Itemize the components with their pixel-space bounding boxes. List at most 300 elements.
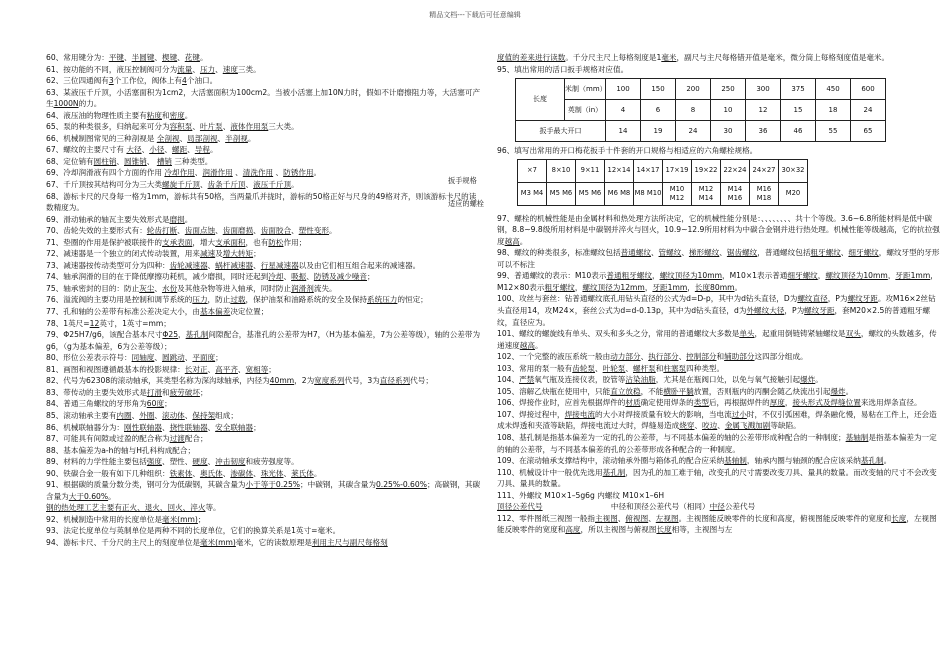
text-segment: 72、减速器是一个独立的闭式传动装置，用来 bbox=[46, 249, 200, 259]
text-segment: ， bbox=[651, 271, 660, 281]
text-segment: 82、代号为62308的滚动轴承，其类型名称为深沟球轴承，内径为 bbox=[46, 376, 270, 386]
text-segment: ，保护油泵和油路系统的安全及保持 bbox=[245, 295, 368, 305]
text-segment: 108、基孔制是指基本偏差为一定的孔的公差带，与不同基本偏差的轴的公差带形成种配合的一种制度； bbox=[497, 433, 846, 443]
text-segment: 78、1英尺= bbox=[46, 318, 90, 328]
text-segment: 、 bbox=[215, 64, 223, 74]
answer-underlined: 辅助部分 bbox=[724, 352, 755, 362]
text-line bbox=[46, 179, 482, 191]
bolt-row-label: 适应的螺栓 bbox=[448, 198, 484, 208]
imperial-label: 英制（in） bbox=[565, 100, 606, 121]
answer-underlined: 粗牙螺纹 bbox=[544, 282, 575, 292]
answer-underlined: 螺纹顶径为10mm bbox=[659, 271, 723, 281]
answer-underlined: 严禁 bbox=[519, 375, 535, 385]
opening-cell: 65 bbox=[851, 121, 886, 142]
spanner-size-cell: 24×27 bbox=[750, 159, 779, 182]
text-line bbox=[46, 525, 482, 537]
text-segment: 和疲劳强度等。 bbox=[245, 457, 299, 467]
text-segment: 104、 bbox=[497, 375, 520, 385]
bolt-size-cell: M20 bbox=[779, 182, 808, 205]
opening-cell: 55 bbox=[816, 121, 851, 142]
metric-cell: 100 bbox=[606, 79, 641, 100]
text-segment: 。 bbox=[519, 236, 528, 246]
text-segment: ，螺纹的头数越多，传递速度 bbox=[497, 329, 937, 350]
answer-underlined: 毫米 bbox=[661, 53, 677, 62]
bolt-size-cell: M16 M18 bbox=[750, 182, 779, 205]
metric-cell: 300 bbox=[746, 79, 781, 100]
answer-underlined: 梯形螺纹 bbox=[688, 248, 720, 258]
spanner-size-cell: 9×11 bbox=[576, 159, 605, 182]
text-segment: 、 bbox=[617, 513, 626, 523]
text-segment: ，左视图能反映零件的宽度和 bbox=[497, 513, 937, 535]
answer-underlined: 牙距1mm bbox=[895, 271, 931, 281]
text-segment: 毫米，它的读数原理是 bbox=[235, 537, 312, 547]
text-line bbox=[46, 537, 482, 549]
answer-underlined: 过小 bbox=[731, 409, 747, 419]
text-line bbox=[46, 283, 482, 295]
answer-underlined: 平面度 bbox=[192, 353, 216, 363]
answer-underlined: 容积泵 bbox=[169, 122, 193, 132]
text-segment: 、 bbox=[192, 468, 200, 478]
answer-underlined: 清洗作用 bbox=[242, 168, 274, 178]
answer-underlined: 0.25%-0.60% bbox=[375, 480, 427, 490]
text-segment: 公差代号 bbox=[724, 502, 756, 512]
text-segment: 英寸，1英寸=mm； bbox=[99, 318, 171, 328]
text-segment: ，不能 bbox=[640, 386, 664, 396]
answer-underlined: 半剖视 bbox=[225, 133, 248, 143]
text-segment: 101、螺纹的螺旋线有单头、双头和多头之分，常用的普通螺纹大多数是 bbox=[497, 329, 740, 339]
bolt-size-cell: M5 M6 bbox=[576, 182, 605, 205]
text-line bbox=[46, 306, 482, 318]
answer-underlined: 轮齿打断 bbox=[146, 226, 178, 236]
answer-underlined: 基孔制 bbox=[185, 330, 209, 340]
text-segment: ； bbox=[367, 272, 375, 282]
answer-underlined: 冷却 bbox=[268, 272, 284, 282]
text-segment: 、 bbox=[154, 353, 162, 363]
text-segment: 103、常用的泵一般有 bbox=[497, 363, 573, 373]
answer-underlined: 动力部分 bbox=[610, 352, 641, 362]
text-segment: 、 bbox=[215, 226, 223, 236]
text-segment: 66、机械制图常见的三种剖视是 bbox=[46, 133, 157, 143]
bolt-size-cell: M10 M12 bbox=[663, 182, 692, 205]
bolt-size-cell: M5 M6 bbox=[547, 182, 576, 205]
text-segment: 的力。 bbox=[78, 99, 102, 109]
answer-underlined: 过载 bbox=[230, 295, 246, 305]
opening-cell: 36 bbox=[746, 121, 781, 142]
text-line bbox=[46, 225, 482, 237]
text-segment: ， bbox=[817, 271, 826, 281]
text-segment: 、 bbox=[678, 352, 687, 362]
text-line bbox=[46, 52, 482, 64]
text-segment: 、 bbox=[306, 272, 314, 282]
text-segment: 放置，否则瓶内的丙酮会随乙炔流出引起 bbox=[693, 386, 831, 396]
answer-underlined: 直立放稳 bbox=[610, 386, 641, 396]
answer-underlined: 小径 bbox=[149, 145, 165, 155]
text-segment: 、 bbox=[625, 363, 633, 373]
answer-underlined: 越高 bbox=[519, 340, 535, 350]
text-segment: 63、某液压千斤顶，小活塞面积为1cm2，大活塞面积为100cm2。当被小活塞上加10N力时，假如不计磨擦阻力等，大活塞可产生 bbox=[46, 87, 481, 109]
text-segment: 71、垫圈的作用是保护被联接件的 bbox=[46, 237, 162, 247]
text-segment: 时，不仅引弧困难，焊条融化慢，易粘在工件上，还会造成未焊透和夹渣等缺陷，焊接电流过大时，焊缝易造成 bbox=[497, 409, 937, 431]
text-segment: 和 bbox=[161, 387, 170, 397]
answer-underlined: 塑性变形 bbox=[298, 226, 330, 236]
answer-underlined: 螺纹牙距 bbox=[804, 306, 835, 316]
text-segment: 60、常用键分为： bbox=[46, 53, 109, 62]
text-line bbox=[46, 75, 482, 87]
answer-underlined: 冷却作用 bbox=[164, 168, 195, 178]
text-segment: 、 bbox=[207, 364, 216, 374]
text-line bbox=[46, 364, 482, 376]
text-segment: 95、填出常用的活口扳手规格对应值。 bbox=[497, 64, 629, 74]
answer-underlined: 咬边 bbox=[702, 421, 718, 431]
text-segment: ，轴承内圈与轴颈的配合应该采纳 bbox=[746, 456, 861, 466]
text-line bbox=[497, 374, 942, 386]
text-line bbox=[46, 445, 482, 457]
imperial-cell: 10 bbox=[711, 100, 746, 121]
text-segment: 。 bbox=[184, 110, 193, 120]
text-segment: 、 bbox=[640, 352, 649, 362]
opening-cell: 24 bbox=[676, 121, 711, 142]
text-segment: 。 bbox=[534, 340, 543, 350]
text-segment: 。 bbox=[815, 375, 823, 385]
answer-underlined: 沾染油脂 bbox=[625, 375, 656, 385]
text-segment: 102、一个完整的液压系统一般由 bbox=[497, 352, 611, 362]
answer-underlined: 刚性联轴器 bbox=[124, 422, 162, 432]
text-segment: 。 bbox=[184, 214, 193, 224]
spanner-size-cell: 30×32 bbox=[779, 159, 808, 182]
text-segment: 107、焊接过程中， bbox=[497, 409, 565, 419]
text-segment: 93、法定长度单位与英制单位是两种不同的长度单位，它们的换算关系是1英寸=毫米。 bbox=[46, 526, 341, 536]
text-segment: 、 bbox=[192, 64, 200, 74]
answer-underlined: 速度 bbox=[222, 64, 238, 74]
text-line bbox=[497, 467, 942, 490]
text-line bbox=[46, 214, 482, 226]
text-segment: 间隙配合，基准孔的公差带为H7，（H为基本偏差，7为公差等级），轴的公差带为g6，（g为基本偏差，6为公差等级）； bbox=[46, 330, 481, 351]
text-segment: ，防止 bbox=[207, 295, 231, 305]
metric-cell: 150 bbox=[641, 79, 676, 100]
text-segment: 决定位置； bbox=[230, 307, 269, 317]
text-segment: 配合； bbox=[184, 434, 208, 444]
answer-underlined: 齿面胶合 bbox=[260, 226, 292, 236]
answer-underlined: 渗碳体 bbox=[230, 468, 254, 478]
text-line bbox=[46, 260, 482, 272]
text-line bbox=[497, 363, 942, 375]
text-segment: 89、材料的力学性能主要包括 bbox=[46, 457, 147, 467]
answer-underlined: 圆柱销 bbox=[93, 156, 117, 166]
bolt-size-cell: M14 M16 bbox=[721, 182, 750, 205]
text-segment: 、 bbox=[253, 226, 261, 236]
answer-underlined: 40mm bbox=[269, 376, 295, 386]
text-segment: 、 bbox=[131, 410, 140, 420]
text-segment: 86、机械联轴器分为： bbox=[46, 422, 125, 432]
answer-underlined: 60度 bbox=[146, 399, 165, 409]
text-segment: ；中碳钢，其碳含量为 bbox=[300, 480, 376, 490]
text-line bbox=[46, 248, 482, 260]
answer-underlined: 爆炸 bbox=[830, 386, 846, 396]
text-segment: 确定使用焊条的 bbox=[640, 398, 694, 408]
text-segment: 76、溢流阀的主要功用是控制和调节系统的 bbox=[46, 295, 193, 305]
text-segment: 94、游标卡尺、千分尺的主尺上的刻度单位是 bbox=[46, 537, 200, 547]
answer-underlined: 过渡 bbox=[169, 434, 185, 444]
text-segment: 70、齿轮失效的主要形式有： bbox=[46, 226, 147, 236]
answer-underlined: 普通螺纹 bbox=[620, 248, 651, 258]
answer-underlined: 双头 bbox=[845, 329, 861, 339]
answer-underlined: 莱氏体 bbox=[291, 468, 314, 478]
bolt-size-cell: M8 M10 bbox=[634, 182, 663, 205]
answer-underlined: 利用主尺与副尺每格刻 bbox=[311, 537, 388, 547]
answer-underlined: 内圈 bbox=[116, 410, 132, 420]
text-segment: ， bbox=[574, 282, 583, 292]
text-segment: 、 bbox=[222, 122, 231, 132]
answer-underlined: 保持架 bbox=[192, 410, 216, 420]
text-line bbox=[46, 318, 482, 330]
answer-underlined: 接头形式及焊缝位置 bbox=[792, 398, 861, 408]
text-segment: 、 bbox=[291, 226, 299, 236]
text-line bbox=[46, 87, 482, 110]
answer-underlined: 直径系列 bbox=[379, 376, 411, 386]
answer-underlined: 支承表面 bbox=[161, 237, 193, 247]
answer-underlined: 防锈作用 bbox=[283, 168, 314, 178]
text-segment: 中径和顶径公差代号（相同） bbox=[542, 502, 710, 512]
text-line bbox=[46, 133, 482, 145]
answer-underlined: 管螺纹 bbox=[658, 248, 682, 258]
answer-underlined: 柱塞泵 bbox=[663, 363, 687, 373]
answer-underlined: 类型 bbox=[693, 398, 709, 408]
text-segment: 、 bbox=[283, 468, 292, 478]
answer-underlined: 水份 bbox=[161, 283, 178, 293]
text-segment: 88、基本偏差为a-h的轴与H孔科构成配合； bbox=[46, 445, 196, 455]
answer-underlined: 槽销 bbox=[156, 156, 172, 166]
text-segment: ，M12×80表示 bbox=[497, 271, 938, 292]
text-segment: 、 bbox=[648, 513, 656, 523]
text-segment: 。 bbox=[734, 282, 743, 292]
imperial-cell: 8 bbox=[676, 100, 711, 121]
answer-underlined: 长度 bbox=[656, 525, 672, 535]
answer-underlined: 奥氏体 bbox=[199, 468, 223, 478]
text-segment: 65、泵的种类很多，归纳起来可分为 bbox=[46, 122, 170, 132]
text-segment: 相等，主视图与左 bbox=[671, 525, 733, 535]
text-segment: 80、形位公差表示符号： bbox=[46, 353, 132, 363]
answer-underlined: 液体作用泵 bbox=[230, 122, 269, 132]
answer-underlined: 楔键 bbox=[161, 53, 178, 62]
text-segment: 流失。 bbox=[313, 283, 337, 293]
text-segment: 79、Φ25H7/g6，该配合基本尺寸 bbox=[46, 330, 163, 340]
answer-underlined: 1000N bbox=[53, 99, 79, 109]
text-line bbox=[46, 433, 482, 445]
text-segment: 。 bbox=[883, 456, 892, 466]
spanner-spec-table bbox=[517, 159, 808, 206]
text-segment: 以及由它们相互组合起来的减速器。 bbox=[298, 260, 421, 270]
answer-underlined: 爆炸 bbox=[800, 375, 816, 385]
answer-underlined: 外圈 bbox=[139, 410, 155, 420]
answer-underlined: 珠光体 bbox=[260, 468, 284, 478]
answer-underlined: 齿条千斤顶 bbox=[207, 180, 246, 190]
answer-underlined: 宽相等 bbox=[245, 364, 269, 374]
text-segment: 。 bbox=[291, 180, 299, 190]
text-segment: 69、冷却润滑液有四个方面的作用 bbox=[46, 168, 165, 178]
text-segment: 等缺陷。 bbox=[770, 421, 801, 431]
text-segment: 组成； bbox=[215, 410, 238, 420]
text-segment: ，普通螺纹包括 bbox=[757, 248, 811, 258]
answer-underlined: 液压千斤顶 bbox=[253, 180, 292, 190]
answer-underlined: 吸振 bbox=[291, 272, 307, 282]
answer-underlined: 材质 bbox=[625, 398, 641, 408]
answer-underlined: 基轴制 bbox=[724, 456, 747, 466]
answer-underlined: 毫米(mm) bbox=[161, 514, 198, 524]
text-line bbox=[46, 167, 482, 179]
answer-underlined: 越高 bbox=[504, 236, 520, 246]
text-segment: 。 bbox=[199, 53, 208, 62]
text-segment: 92、机械制造中常用的长度单位是 bbox=[46, 514, 162, 524]
text-line bbox=[497, 351, 942, 363]
bolt-size-cell: M3 M4 bbox=[518, 182, 547, 205]
answer-underlined: 俯视图 bbox=[625, 513, 649, 523]
answer-underlined: 螺纹牙距 bbox=[847, 294, 878, 304]
answer-underlined: 细牙螺纹 bbox=[848, 248, 879, 258]
text-segment: 、 bbox=[184, 410, 193, 420]
text-segment: 。攻M16×2丝钻头直径用14，攻M24×，套丝公式为d=d-0.13p，其中为d钻头直径，d为 bbox=[497, 294, 936, 316]
text-segment: 、 bbox=[717, 421, 725, 431]
answer-underlined: 流量 bbox=[177, 64, 193, 74]
text-segment: 84、普通三角螺纹的牙形角为 bbox=[46, 399, 147, 409]
answer-underlined: 毫米(mm) bbox=[199, 537, 236, 547]
text-segment: 和 bbox=[161, 110, 170, 120]
left-column bbox=[46, 52, 482, 549]
text-segment: 四种类型。 bbox=[686, 363, 725, 373]
answer-underlined: 冲击韧度 bbox=[215, 457, 246, 467]
text-segment: 、 bbox=[199, 180, 208, 190]
text-line bbox=[46, 110, 482, 122]
answer-underlined: 长对正 bbox=[184, 364, 208, 374]
spanner-size-cell: 22×24 bbox=[721, 159, 750, 182]
text-line bbox=[497, 145, 942, 157]
text-segment: 、 bbox=[207, 457, 216, 467]
text-segment: ； bbox=[253, 422, 261, 432]
text-segment: 、 bbox=[146, 156, 157, 166]
answer-underlined: 控制部分 bbox=[686, 352, 717, 362]
text-segment: ，M10×1表示普通 bbox=[722, 271, 788, 281]
text-line bbox=[497, 270, 942, 293]
answer-underlined: 基轴制 bbox=[845, 433, 869, 443]
answer-underlined: 大于0.60% bbox=[68, 491, 109, 501]
text-segment: ，尤其是在瓶阀口处，以免与氧气接触引起 bbox=[655, 375, 801, 385]
answer-underlined: 安全联轴器 bbox=[215, 422, 254, 432]
text-segment: ，P为 bbox=[784, 306, 805, 316]
text-segment: ； bbox=[164, 399, 172, 409]
text-line bbox=[46, 375, 482, 387]
text-line bbox=[46, 144, 482, 156]
text-segment: 、 bbox=[141, 145, 150, 155]
answer-underlined: 中径 bbox=[709, 502, 725, 512]
answer-underlined: 厚度 bbox=[769, 398, 785, 408]
text-line bbox=[497, 293, 942, 328]
text-line bbox=[46, 468, 482, 480]
text-segment: 、 bbox=[681, 248, 689, 258]
answer-underlined: 密度 bbox=[169, 110, 185, 120]
text-segment: ，因为孔的加工难于轴，改变孔的尺寸需要改变刀具、量具的数量。而改变轴的尺寸不会改变刀具、量具的数量。 bbox=[497, 467, 937, 489]
opening-cell: 30 bbox=[711, 121, 746, 142]
bolt-size-cell: M12 M14 bbox=[692, 182, 721, 205]
text-line bbox=[46, 64, 482, 76]
metric-label: 米制（mm） bbox=[565, 79, 606, 100]
imperial-cell: 24 bbox=[851, 100, 886, 121]
text-segment: 来选用焊条直径。 bbox=[860, 398, 922, 408]
text-segment: ； bbox=[197, 514, 206, 524]
answer-underlined: 普通粗牙螺纹 bbox=[606, 271, 652, 281]
text-segment: 等。 bbox=[205, 503, 221, 513]
answer-underlined: 花键 bbox=[184, 53, 200, 62]
text-line bbox=[46, 121, 482, 133]
text-segment: 68、定位销有 bbox=[46, 156, 94, 166]
text-segment: 个工作位，阀体上有 bbox=[113, 76, 183, 86]
text-segment: 代号，3为 bbox=[344, 376, 380, 386]
text-line bbox=[46, 514, 482, 526]
answer-underlined: 硬度 bbox=[192, 457, 208, 467]
text-segment: 106、焊接作业时，应首先根据焊件的 bbox=[497, 398, 626, 408]
metric-cell: 450 bbox=[816, 79, 851, 100]
answer-underlined: 圆跳动 bbox=[161, 353, 185, 363]
answer-underlined: 粘度 bbox=[146, 110, 162, 120]
text-segment: 、 bbox=[253, 260, 261, 270]
text-line bbox=[46, 237, 482, 249]
answer-underlined: 打滑 bbox=[146, 387, 162, 397]
text-segment: ， bbox=[178, 330, 186, 340]
text-segment: 的大小对焊接质量有较大的影响，当电流 bbox=[595, 409, 732, 419]
text-segment: 三类。 bbox=[237, 64, 261, 74]
answer-underlined: 横卧平躺 bbox=[663, 386, 694, 396]
text-segment: 及其他杂物等进入轴承，同时防止 bbox=[177, 283, 292, 293]
answer-underlined: 叶轮泵 bbox=[602, 363, 626, 373]
answer-underlined: 平键 bbox=[108, 53, 125, 62]
spanner-size-cell: 8×10 bbox=[547, 159, 576, 182]
answer-underlined: 主视图 bbox=[595, 513, 618, 523]
text-segment: 及 bbox=[215, 249, 223, 259]
right-bottom-block bbox=[497, 213, 942, 536]
text-segment: 97、螺栓的机械性能是由金属材料和热处理方法所决定，它的机械性能分别是：、、、、、、、、共十个等级。3.6~6.8所能材料是低中碳钢，8.8~9.8级所用材料是中碳钢并淬火与回火，10.9~12.9所用材料为中碳合金钢并进行热处理。机械性能等级越高，它的抗拉强度 bbox=[497, 213, 940, 246]
right-mid-block bbox=[497, 145, 942, 157]
text-segment: 、 bbox=[245, 180, 254, 190]
answer-underlined: 导程 bbox=[194, 145, 210, 155]
text-segment: 氧气瓶及连接仪表，胶管等 bbox=[534, 375, 626, 385]
text-segment: 、 bbox=[154, 410, 162, 420]
answer-underlined: 大径 bbox=[126, 145, 142, 155]
text-segment: 。 bbox=[209, 145, 218, 155]
answer-underlined: 齿面点蚀 bbox=[184, 226, 216, 236]
answer-underlined: 执行部分 bbox=[648, 352, 679, 362]
text-segment: 77、孔和轴的公差带有标准公差决定大小，由 bbox=[46, 307, 200, 317]
answer-underlined: 行星减速器 bbox=[260, 260, 299, 270]
text-segment: 110、机械设计中一般优先选用 bbox=[497, 467, 603, 477]
text-segment: 105、溶解乙炔瓶在使用中，只能 bbox=[497, 386, 611, 396]
bolt-size-cell: M6 M8 bbox=[605, 182, 634, 205]
answer-underlined: 外螺纹大径 bbox=[746, 306, 785, 316]
text-segment: 、 bbox=[237, 364, 246, 374]
text-segment: 。主视图能反映零件的长度和高度，俯视图能反映零件的宽度和 bbox=[678, 513, 892, 523]
spanner-size-cell: 12×14 bbox=[605, 159, 634, 182]
page-header: 精品文档---下载后可任意编辑 bbox=[429, 11, 521, 19]
text-segment: 。 bbox=[108, 491, 116, 501]
answer-underlined: 螺纹顶径为12mm bbox=[582, 282, 645, 292]
text-line bbox=[497, 386, 942, 398]
answer-underlined: 锯齿螺纹 bbox=[726, 248, 758, 258]
length-label: 长度 bbox=[516, 79, 565, 121]
answer-underlined: 齿面磨损 bbox=[222, 226, 254, 236]
text-segment: 、 bbox=[207, 260, 216, 270]
text-segment: 、 bbox=[222, 468, 231, 478]
text-line bbox=[497, 52, 942, 64]
answer-underlined: 系统压力 bbox=[367, 295, 398, 305]
text-segment: 。 bbox=[313, 468, 322, 478]
answer-underlined: 钢的热处理工艺主要有正火、退火、回火、淬火 bbox=[46, 503, 206, 513]
